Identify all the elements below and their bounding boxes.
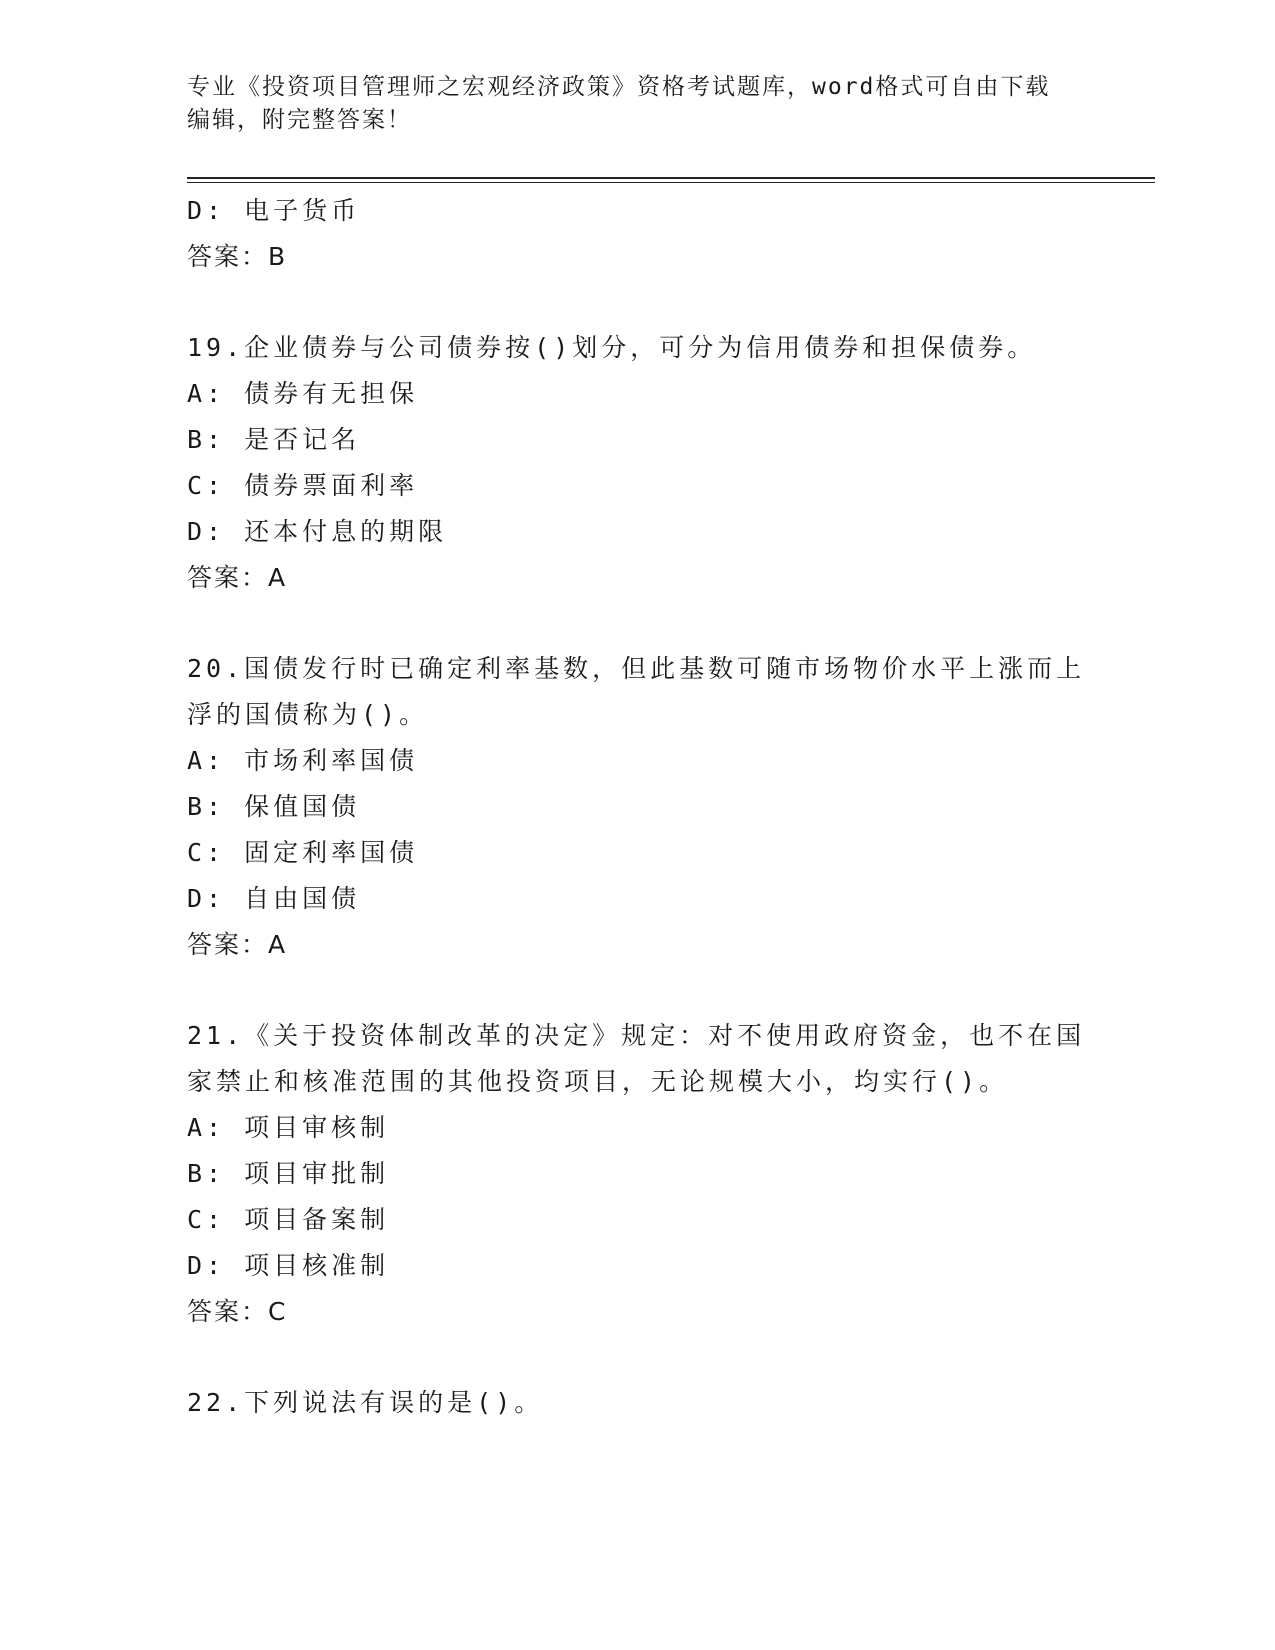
answer-label: 答案：B — [187, 242, 288, 271]
question-text-line-1: 21.《关于投资体制改革的决定》规定：对不使用政府资金，也不在国 — [187, 1021, 1086, 1050]
question-block-19 — [187, 325, 1087, 601]
option-a: A: 项目审核制 — [187, 1113, 390, 1142]
question-text: 19.企业债券与公司债券按()划分，可分为信用债券和担保债券。 — [187, 333, 1037, 362]
spacer — [187, 280, 1087, 325]
option-b: B: 是否记名 — [187, 425, 361, 454]
option-a: A: 市场利率国债 — [187, 746, 419, 775]
answer-label: 答案：C — [187, 1297, 288, 1326]
question-text-line-2: 家禁止和核准范围的其他投资项目，无论规模大小，均实行()。 — [187, 1067, 1009, 1096]
question-block-22 — [187, 1380, 1087, 1426]
option-d: D: 自由国债 — [187, 884, 361, 913]
answer-label: 答案：A — [187, 930, 288, 959]
option-d: D: 还本付息的期限 — [187, 517, 448, 546]
question-block-21 — [187, 1013, 1087, 1335]
option-c: C: 债券票面利率 — [187, 471, 419, 500]
answer-label: 答案：A — [187, 563, 288, 592]
option-b: B: 保值国债 — [187, 792, 361, 821]
question-block-20 — [187, 646, 1087, 968]
spacer — [187, 1335, 1087, 1380]
document-header: 专业《投资项目管理师之宏观经济政策》资格考试题库，word格式可自由下载编辑，附完整答案！ — [187, 74, 1051, 133]
question-block-18 — [187, 188, 1087, 280]
header-divider-thick — [187, 177, 1155, 179]
option-d: D: 电子货币 — [187, 196, 361, 225]
header-divider-thin — [187, 182, 1155, 183]
option-b: B: 项目审批制 — [187, 1159, 390, 1188]
option-c: C: 固定利率国债 — [187, 838, 419, 867]
option-a: A: 债券有无担保 — [187, 379, 419, 408]
question-list — [187, 188, 1087, 1426]
spacer — [187, 968, 1087, 1013]
question-text-line-1: 20.国债发行时已确定利率基数，但此基数可随市场物价水平上涨而上 — [187, 654, 1086, 683]
option-c: C: 项目备案制 — [187, 1205, 390, 1234]
question-text-line-2: 浮的国债称为()。 — [187, 700, 429, 729]
spacer — [187, 601, 1087, 646]
question-text: 22.下列说法有误的是()。 — [187, 1388, 544, 1417]
option-d: D: 项目核准制 — [187, 1251, 390, 1280]
